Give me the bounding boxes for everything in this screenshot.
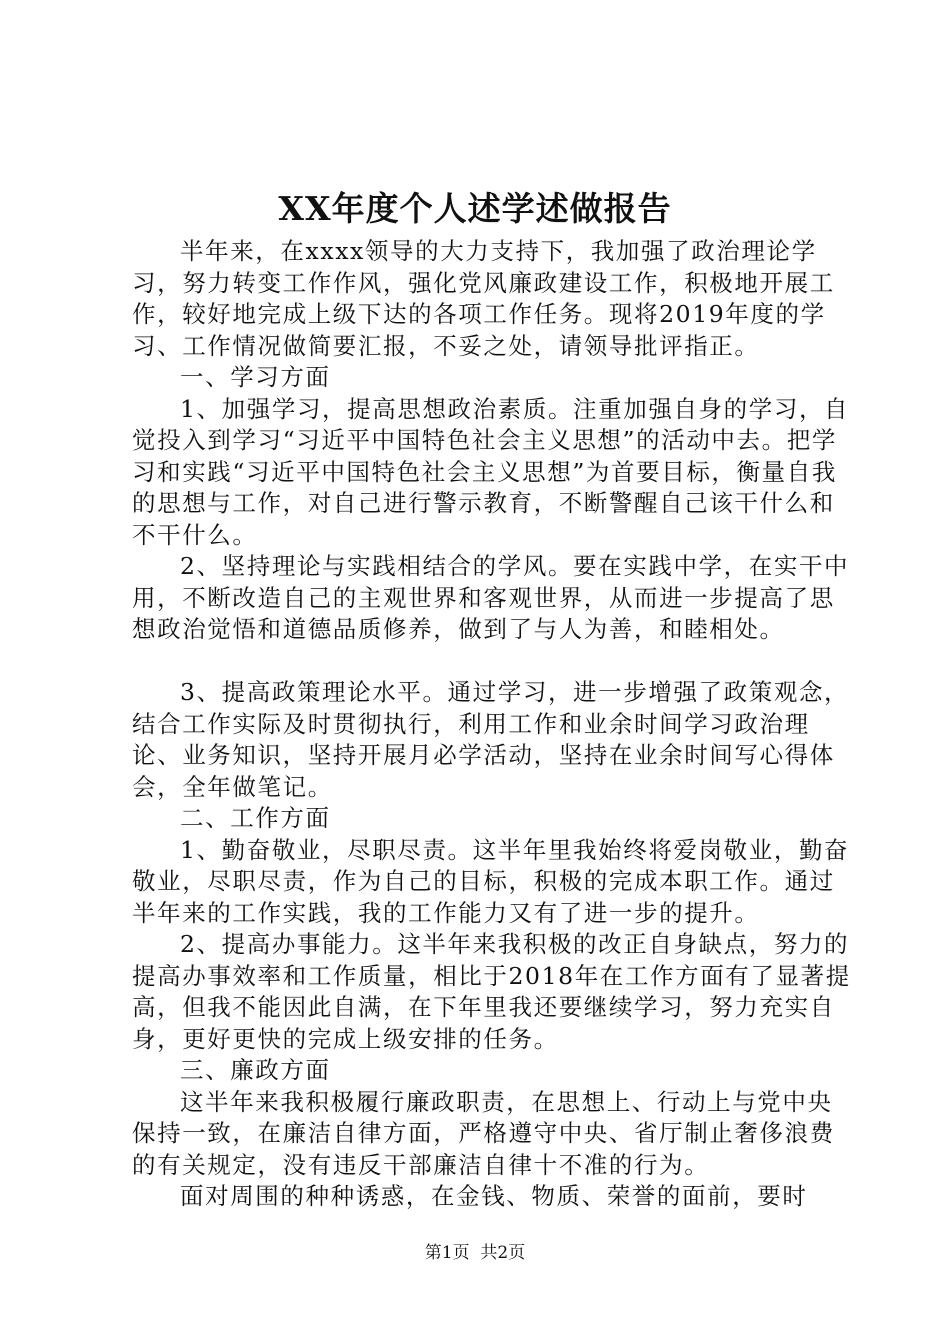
paragraph-integrity-1: 这半年来我积极履行廉政职责，在思想上、行动上与党中央保持一致，在廉洁自律方面，严格遵守中央、省厅制止奢侈浪费的有关规定，没有违反干部廉洁自律十不准的行为。 xyxy=(132,1087,835,1179)
section-heading-work: 二、工作方面 xyxy=(180,804,331,832)
document-title: XX年度个人述学述做报告 xyxy=(278,189,672,228)
blank-line xyxy=(132,646,852,678)
paragraph-intro: 半年来，在xxxx领导的大力支持下，我加强了政治理论学习，努力转变工作作风，强化党风廉政建设工作，积极地开展工作，较好地完成上级下达的各项工作任务。现将2019年度的学习、工作情况做简要汇报，不妥之处，请领导批评指正。 xyxy=(132,237,835,360)
paragraph-study-3: 3、提高政策理论水平。通过学习，进一步增强了政策观念，结合工作实际及时贯彻执行，利用工作和业余时间学习政治理论、业务知识，坚持开展月必学活动，坚持在业余时间写心得体会，全年做笔记。 xyxy=(132,678,850,801)
paragraph-work-2: 2、提高办事能力。这半年来我积极的改正自身缺点，努力的提高办事效率和工作质量，相比于2018年在工作方面有了显著提高，但我不能因此自满，在下年里我还要继续学习，努力充实自身，更好更快的完成上级安排的任务。 xyxy=(132,930,851,1053)
section-heading-study: 一、学习方面 xyxy=(180,363,331,391)
paragraph-work-1: 1、勤奋敬业，尽职尽责。这半年里我始终将爱岗敬业，勤奋敬业，尽职尽责，作为自己的目标，积极的完成本职工作。通过半年来的工作实践，我的工作能力又有了进一步的提升。 xyxy=(132,835,850,927)
section-heading-integrity: 三、廉政方面 xyxy=(180,1056,331,1084)
paragraph-integrity-2: 面对周围的种种诱惑，在金钱、物质、荣誉的面前，要时 xyxy=(180,1182,808,1210)
paragraph-study-1: 1、加强学习，提高思想政治素质。注重加强自身的学习，自觉投入到学习“习近平中国特色社会主义思想”的活动中去。把学习和实践“习近平中国特色社会主义思想”为首要目标，衡量自我的思想与工作，对自己进行警示教育，不断警醒自己该干什么和不干什么。 xyxy=(132,394,850,549)
page-number: 第1页 共2页 xyxy=(424,1243,526,1263)
paragraph-study-2: 2、坚持理论与实践相结合的学风。要在实践中学，在实干中用，不断改造自己的主观世界和客观世界，从而进一步提高了思想政治觉悟和道德品质修养，做到了与人为善，和睦相处。 xyxy=(132,552,850,643)
document-body xyxy=(132,236,852,1213)
